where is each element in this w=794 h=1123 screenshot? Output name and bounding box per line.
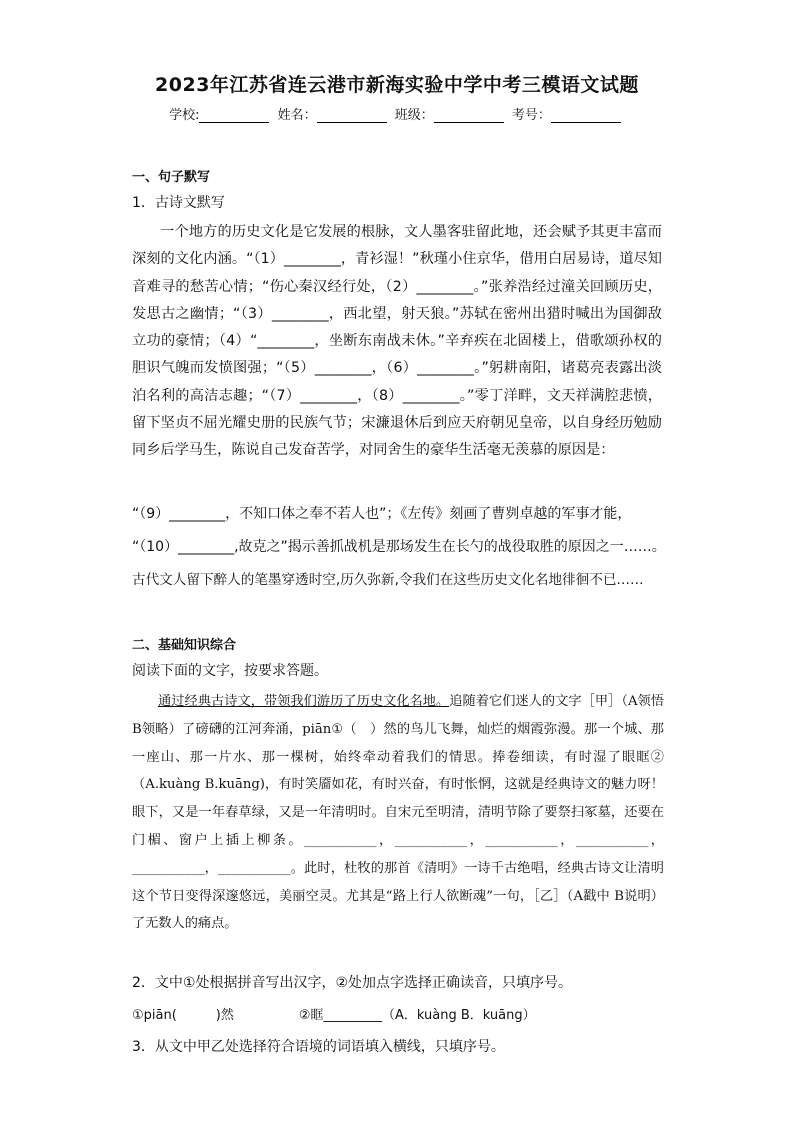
page-title: 2023年江苏省连云港市新海实验中学中考三模语文试题 [155,74,639,96]
section-2-instruction: 阅读下面的文字，按要求答题。 [132,663,328,679]
question-1-line-10: “（10）________,故克之”揭示善抓战机是那场发生在长勺的战役取胜的原因之一……。 [132,539,666,555]
class-field[interactable] [434,108,504,123]
name-field[interactable] [317,108,387,123]
question-3: 3．从文中甲乙处选择符合语境的词语填入横线，只填序号。 [132,1039,505,1055]
name-label: 姓名： [277,108,317,123]
school-field[interactable] [199,108,269,123]
question-2: 2．文中①处根据拼音写出汉字，②处加点字选择正确读音，只填序号。 [132,975,573,991]
question-2-answer-line: ①piān( )然 ②眶_________（A．kuàng B．kuāng） [132,1008,536,1023]
paragraph-text: 一个地方的历史文化是它发展的根脉，文人墨客驻留此地，还会赋予其更丰富而深刻的文化内涵。“（1）________，青衫湿！”秋瑾小住京华，借用白居易诗，道尽知音难寻的愁苦心情；“伤心秦汉经行处，（2）________。”张养浩经过潼关回顾历史，发思古之幽情；“（3）________，西北望，射天狼。”苏轼在密州出猎时喊出为国御敌立功的豪情；（4）“________，坐断东南战未休。”辛弃疾在北固楼上，借歌颂孙权的胆识气魄而发愤图强；“（5）________，（6）________。”躬耕南阳，诸葛亮表露出淡泊名利的高洁志趣；“（7）________，（8）________。”零丁洋畔，文天祥满腔悲愤，留下坚贞不屈光耀史册的民族气节；宋濂退休后到应天府朝见皇帝，以自身经历勉励同乡后学马生，陈说自己发奋苦学，对同舍生的豪华生活毫无羡慕的原因是： [132,224,662,459]
exam-no-field[interactable] [551,108,621,123]
question-1-title: 1．古诗文默写 [132,195,225,211]
student-info-line [0,104,794,123]
section-heading-1: 一、句子默写 [132,170,211,185]
reading-passage [132,688,664,938]
passage-text: 追随着它们迷人的文字［甲］（A领悟 B领略）了磅礴的江河奔涌，piān①（ ）然的鸟儿飞舞，灿烂的烟霞弥漫。那一个城、那一座山、那一片水、那一棵树，始终牵动着我们的情思。捧卷细读，有时湿了眼眶②（A.kuàng B.kuāng)，有时笑靥如花，有时兴奋，有时怅惘，这就是经典诗文的魅力呀！眼下，又是一年春草绿，又是一年清明时。自宋元至明清，清明节除了要祭扫冢墓，还要在门楣、窗户上插上柳条。___________，___________，___________，___________，___________，___________。此时，杜牧的那首《清明》一诗千古绝唱，经典古诗文让清明这个节日变得深邃悠远，美丽空灵。尤其是“路上行人欲断魂”一句，［乙］（A戳中 B说明）了无数人的痛点。 [132,694,664,932]
question-1-paragraph [132,219,662,465]
question-1-line-9: “（9）________，不知口体之奉不若人也”；《左传》刻画了曹刿卓越的军事才能， [132,506,632,522]
question-1-line-11: 古代文人留下醉人的笔墨穿透时空,历久弥新,令我们在这些历史文化名地徘徊不已…… [132,572,644,588]
passage-underlined-sentence: 通过经典古诗文，带领我们游历了历史文化名地。 [158,694,450,709]
section-heading-2: 二、基础知识综合 [132,638,237,653]
class-label: 班级： [394,108,434,123]
exam-no-label: 考号： [511,108,551,123]
school-label: 学校: [169,108,200,123]
